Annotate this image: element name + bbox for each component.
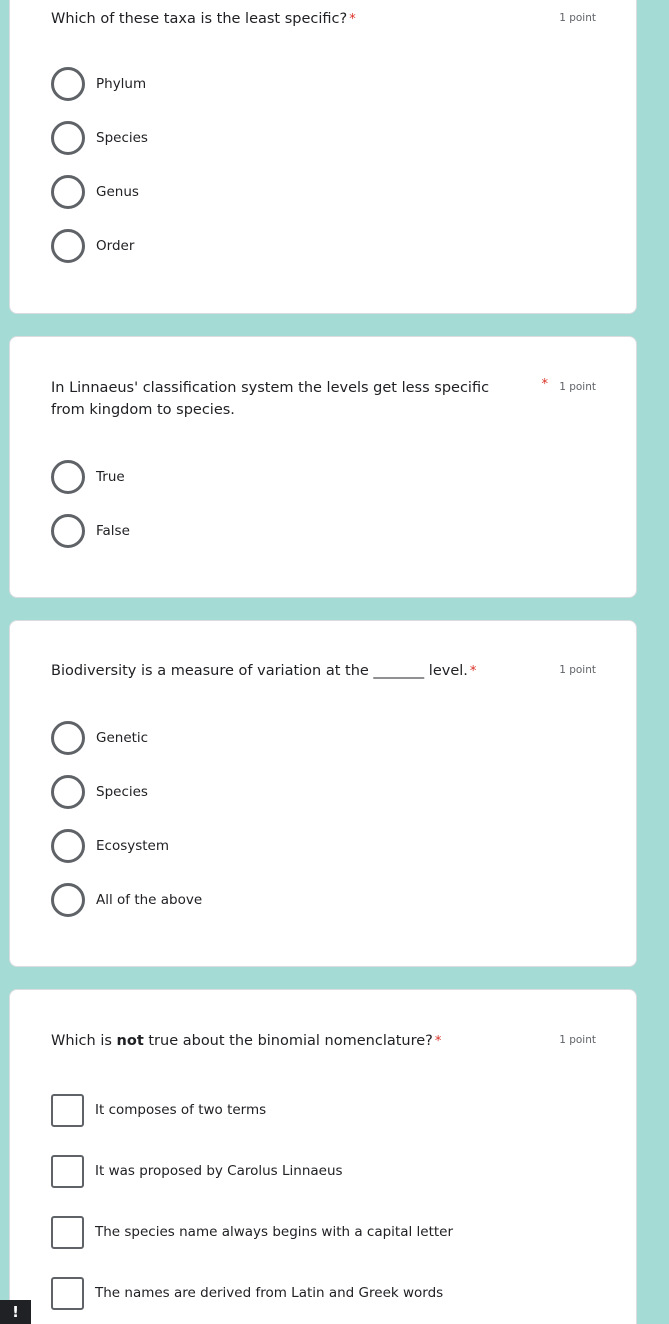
radio-button[interactable]	[51, 121, 85, 155]
points-label: 1 point	[559, 1034, 596, 1046]
radio-button[interactable]	[51, 883, 85, 917]
alert-badge[interactable]: !	[0, 1300, 31, 1324]
question-card-2	[9, 336, 637, 598]
radio-option-species[interactable]	[51, 120, 148, 156]
radio-button[interactable]	[51, 721, 85, 755]
question-title: Which is not true about the binomial nomenclature? *	[51, 1033, 442, 1049]
radio-option-false[interactable]	[51, 513, 130, 549]
option-label: Ecosystem	[96, 838, 170, 854]
option-label: Species	[96, 784, 148, 800]
checkbox-option-capital-letter[interactable]	[51, 1214, 453, 1250]
question-header	[51, 377, 596, 421]
question-card-4	[9, 989, 637, 1324]
question-header	[51, 660, 596, 683]
option-label: All of the above	[96, 892, 203, 908]
radio-button[interactable]	[51, 67, 85, 101]
checkbox-option-two-terms[interactable]	[51, 1092, 266, 1128]
required-asterisk: *	[541, 377, 548, 392]
option-label: True	[96, 469, 125, 485]
radio-button[interactable]	[51, 514, 85, 548]
radio-button[interactable]	[51, 229, 85, 263]
points-label: 1 point	[559, 381, 596, 393]
question-card-1	[9, 0, 637, 314]
radio-option-ecosystem[interactable]	[51, 828, 169, 864]
checkbox[interactable]	[51, 1094, 84, 1127]
checkbox[interactable]	[51, 1155, 84, 1188]
option-label: The species name always begins with a capital letter	[95, 1224, 454, 1240]
radio-button[interactable]	[51, 175, 85, 209]
checkbox-option-linnaeus[interactable]	[51, 1153, 343, 1189]
question-header	[51, 1030, 596, 1053]
radio-option-phylum[interactable]	[51, 66, 146, 102]
radio-option-order[interactable]	[51, 228, 134, 264]
radio-button[interactable]	[51, 775, 85, 809]
required-asterisk: *	[349, 12, 356, 27]
option-label: False	[96, 523, 130, 539]
question-title: In Linnaeus' classification system the levels get less specific from kingdom to species.	[51, 380, 490, 418]
required-asterisk: *	[434, 1034, 442, 1049]
option-label: It composes of two terms	[95, 1102, 267, 1118]
option-label: The names are derived from Latin and Greek words	[95, 1285, 444, 1301]
option-label: Order	[96, 238, 135, 254]
radio-option-true[interactable]	[51, 459, 125, 495]
radio-option-species[interactable]	[51, 774, 148, 810]
checkbox[interactable]	[51, 1277, 84, 1310]
points-label: 1 point	[559, 664, 596, 676]
checkbox-option-latin-greek[interactable]	[51, 1275, 443, 1311]
option-label: Species	[96, 130, 148, 146]
option-label: Phylum	[96, 76, 147, 92]
radio-option-genetic[interactable]	[51, 720, 148, 756]
question-title: Biodiversity is a measure of variation at the _______ level. *	[51, 663, 477, 679]
question-title: Which of these taxa is the least specific? *	[51, 11, 356, 27]
option-label: Genetic	[96, 730, 149, 746]
option-label: Genus	[96, 184, 139, 200]
question-header	[51, 8, 596, 31]
checkbox[interactable]	[51, 1216, 84, 1249]
required-asterisk: *	[469, 664, 477, 679]
question-card-3	[9, 620, 637, 967]
radio-option-genus[interactable]	[51, 174, 139, 210]
radio-button[interactable]	[51, 460, 85, 494]
points-label: 1 point	[559, 12, 596, 24]
radio-option-all-of-the-above[interactable]	[51, 882, 202, 918]
radio-button[interactable]	[51, 829, 85, 863]
option-label: It was proposed by Carolus Linnaeus	[95, 1163, 343, 1179]
